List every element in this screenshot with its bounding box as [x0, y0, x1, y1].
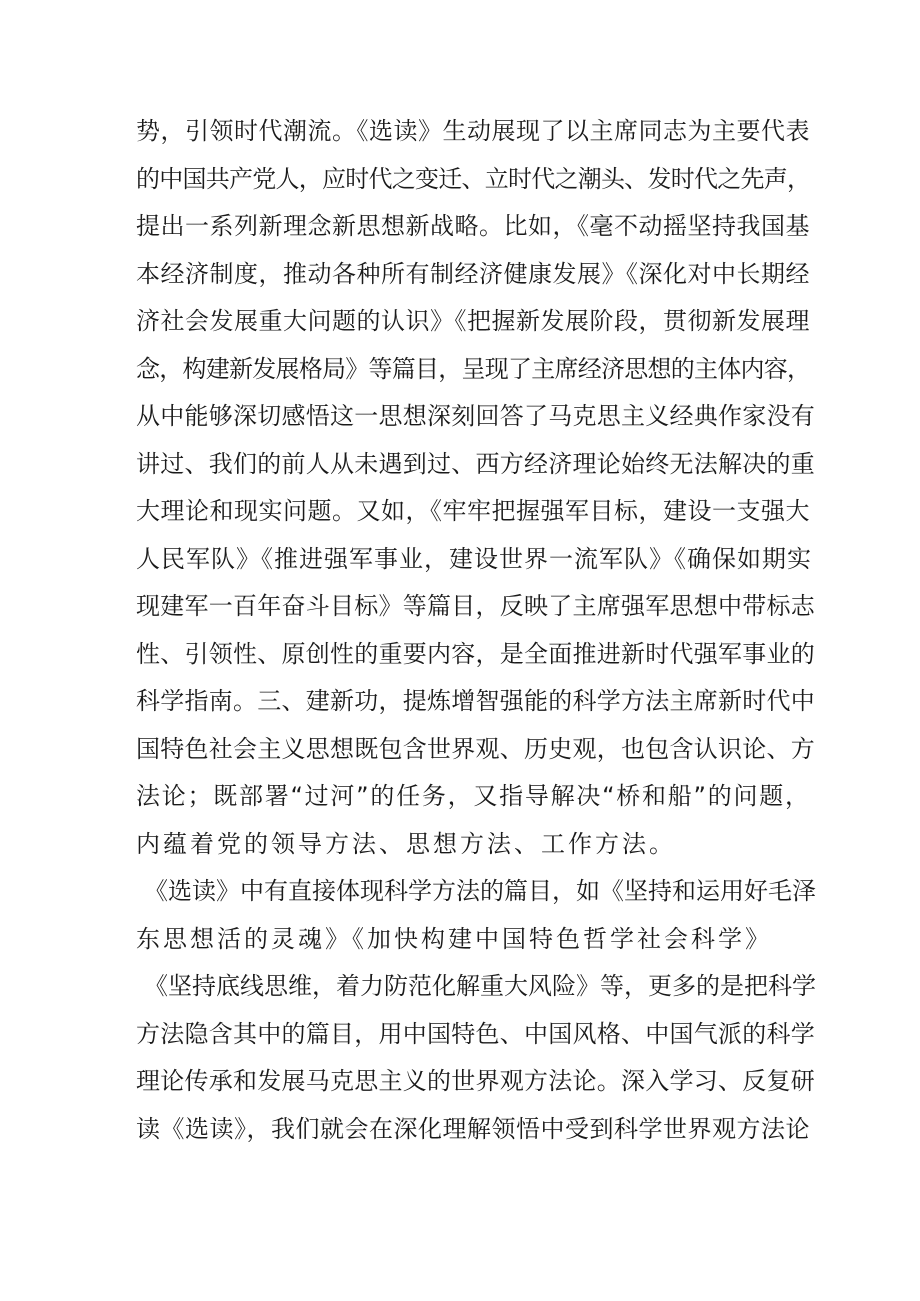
text-line: 内蕴着党的领导方法、思想方法、工作方法。 [136, 829, 676, 858]
text-line: 《坚持底线思维，着力防范化解重大风险》等，更多的是把科学 [144, 972, 816, 1000]
text-line: 性、引领性、原创性的重要内容，是全面推进新时代强军事业的 [136, 639, 815, 668]
text-line: 的中国共产党人，应时代之变迁、立时代之潮头、发时代之先声， [136, 164, 811, 193]
text-line: 势，引领时代潮流。《选读》生动展现了以主席同志为主要代表 [136, 117, 810, 145]
body-text [136, 108, 816, 1153]
text-line: 东思想活的灵魂》《加快构建中国特色哲学社会科学》 [136, 924, 772, 953]
text-line: 理论传承和发展马克思主义的世界观方法论。深入学习、反复研 [136, 1067, 815, 1095]
text-line: 方法隐含其中的篇目，用中国特色、中国风格、中国气派的科学 [136, 1019, 815, 1048]
text-line: 现建军一百年奋斗目标》等篇目，反映了主席强军思想中带标志 [136, 592, 815, 620]
text-line: 提出一系列新理念新思想新战略。比如，《毫不动摇坚持我国基 [136, 212, 810, 240]
text-line: 从中能够深切感悟这一思想深刻回答了马克思主义经典作家没有 [136, 402, 815, 430]
text-line: 本经济制度，推动各种所有制经济健康发展》《深化对中长期经 [136, 259, 810, 288]
text-line: 《选读》中有直接体现科学方法的篇目，如《坚持和运用好毛泽 [144, 877, 816, 905]
text-line: 读《选读》，我们就会在深化理解领悟中受到科学世界观方法论 [136, 1114, 810, 1143]
text-line: 国特色社会主义思想既包含世界观、历史观，也包含认识论、方 [136, 734, 815, 763]
text-line: 济社会发展重大问题的认识》《把握新发展阶段，贯彻新发展理 [136, 307, 810, 335]
text-line: 法论；既部署“过河”的任务，又指导解决“桥和船”的问题， [136, 782, 811, 810]
text-line: 讲过、我们的前人从未遇到过、西方经济理论始终无法解决的重 [136, 449, 815, 478]
text-line: 人民军队》《推进强军事业，建设世界一流军队》《确保如期实 [136, 544, 812, 573]
text-line: 大理论和现实问题。又如，《牢牢把握强军目标，建设一支强大 [136, 497, 810, 525]
text-line: 念，构建新发展格局》等篇目，呈现了主席经济思想的主体内容， [136, 354, 811, 383]
text-line: 科学指南。三、建新功，提炼增智强能的科学方法主席新时代中 [136, 687, 815, 715]
